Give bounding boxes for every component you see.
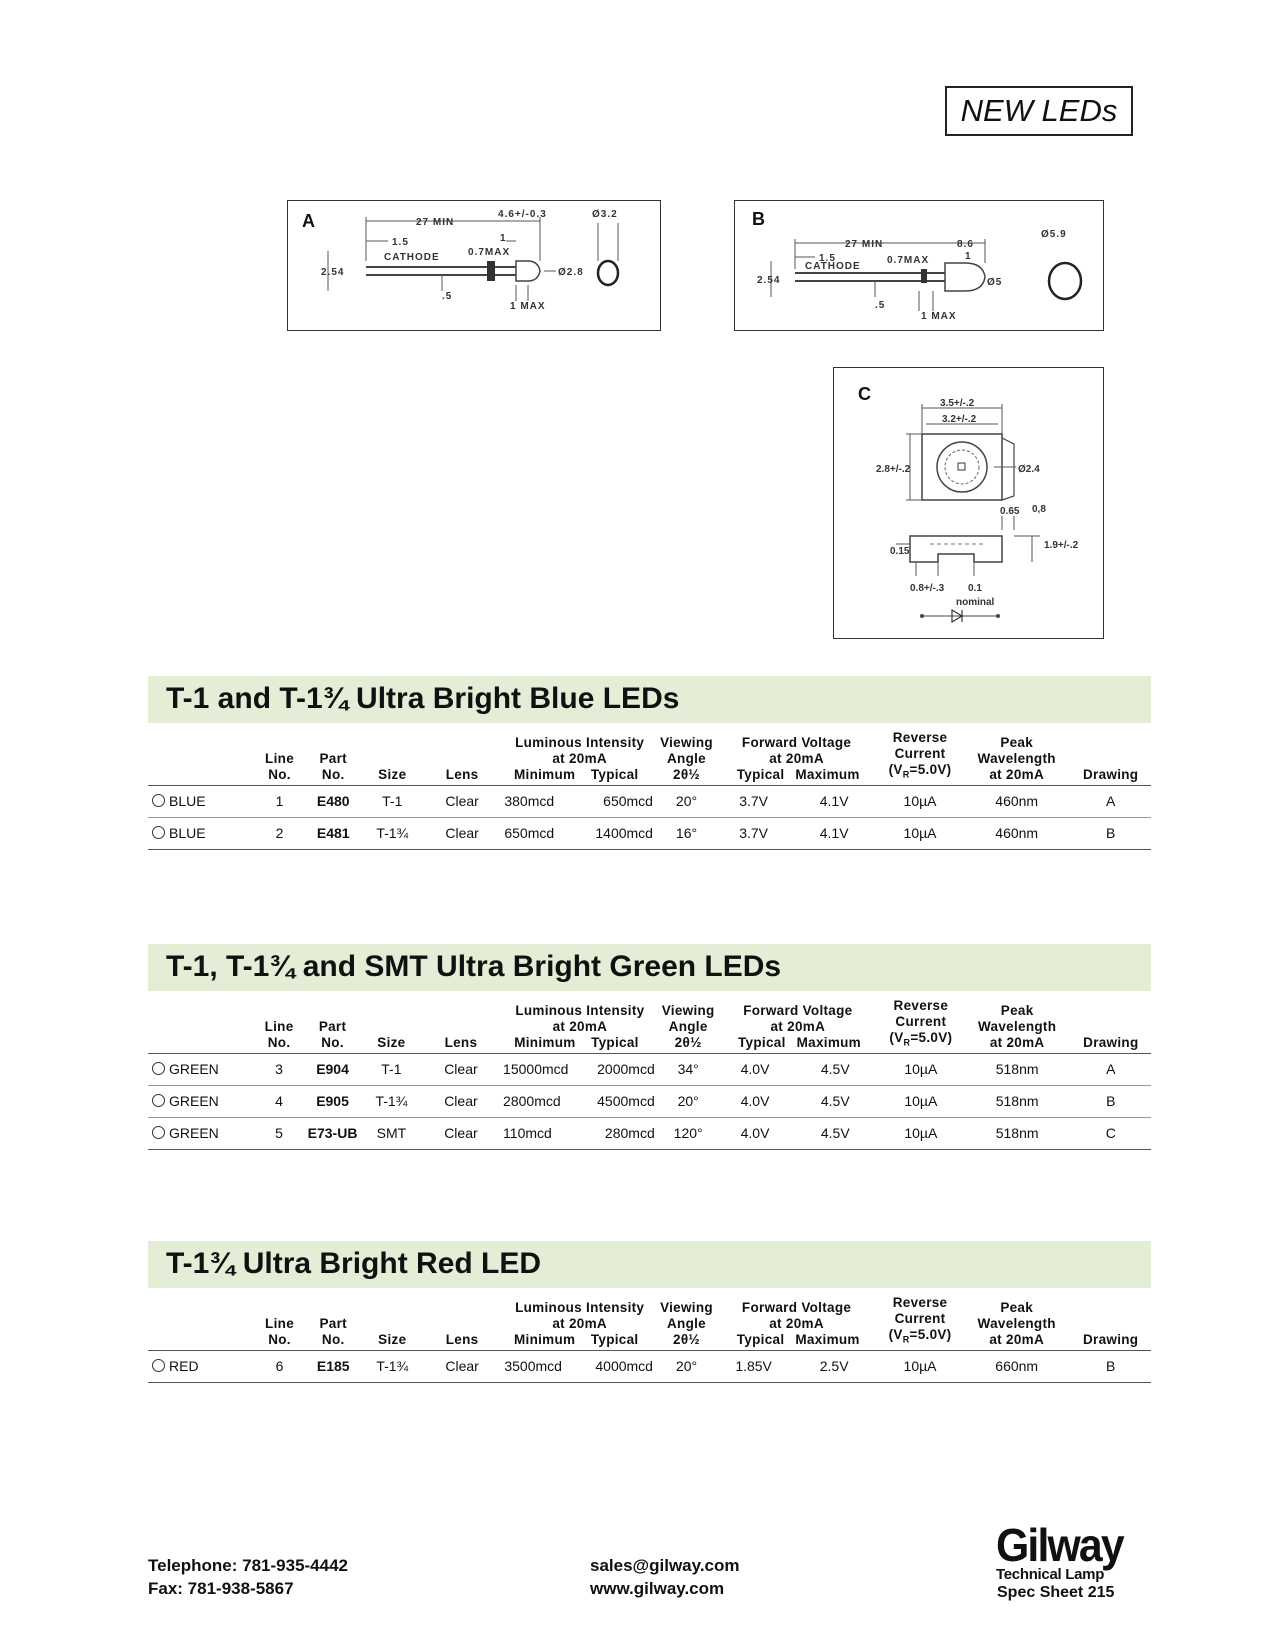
header-line: Viewing [660,734,713,750]
svg-text:.5: .5 [442,291,453,302]
svg-text:0.65: 0.65 [1000,506,1020,517]
svg-text:0.1: 0.1 [968,583,982,594]
cell-fv-typ: 3.7V [739,793,769,810]
cell-drawing: A [1106,1061,1116,1078]
col-drawing [1070,1291,1151,1350]
svg-text:1: 1 [500,233,507,244]
cell-lum-typ: 280mcd [604,1125,655,1142]
col-drawing [1071,994,1151,1053]
spec-sheet-number: Spec Sheet 215 [997,1584,1115,1601]
svg-text:Ø5: Ø5 [987,277,1003,288]
cell-angle: 20° [677,1093,699,1110]
drawing-c-letter: C [858,384,871,404]
header-cond-rest: =5.0V) [910,1030,953,1045]
section-green-band [148,944,1151,991]
header-line: Viewing [661,1002,715,1018]
cell-fv-typ: 3.7V [739,825,769,842]
cell-lum-typ: 1400mcd [595,825,653,842]
svg-text:4.6+/-0.3: 4.6+/-0.3 [498,209,547,220]
section-title: T-1, T-1¾ and SMT Ultra Bright Green LEDs [166,950,782,983]
cell-lum-min: 110mcd [503,1125,552,1142]
col-fv-typ [718,994,878,1053]
spec-table-green [148,994,1151,1150]
svg-text:Ø2.8: Ø2.8 [558,267,584,278]
table-row [148,1117,1151,1149]
header-line: Angle [666,750,706,766]
cell-size: T-1 [381,1061,402,1078]
circle-icon [152,1062,165,1075]
col-size [363,726,422,785]
col-part [303,994,362,1053]
col-line [255,1291,303,1350]
cell-rev: 10µA [904,1061,938,1078]
header-line: Part [318,1018,347,1034]
cell-fv-typ: 4.0V [740,1061,770,1078]
header-fv-max: Maximum [796,1034,861,1050]
svg-text:27 MIN: 27 MIN [416,217,455,228]
cell-peak: 518nm [995,1125,1039,1142]
svg-text:2.54: 2.54 [757,275,781,286]
cell-angle: 120° [673,1125,703,1142]
svg-text:8.6: 8.6 [957,239,974,250]
col-color [148,726,255,785]
col-drawing [1070,726,1151,785]
cell-size: SMT [376,1125,407,1142]
header-fv-max: Maximum [795,1331,860,1347]
spec-table-blue [148,726,1151,850]
col-peak [963,1291,1070,1350]
cell-peak: 660nm [995,1358,1039,1375]
svg-text:Ø5.9: Ø5.9 [1041,229,1067,240]
header-line: Reverse [892,730,948,745]
header-fv-typ: Typical [738,1034,786,1050]
table-row [148,1350,1151,1382]
header-line: Size [378,766,407,782]
header-line: No. [268,1331,291,1347]
header-line: No. [267,1034,291,1050]
cell-line: 5 [275,1125,283,1142]
drawing-b-letter: B [752,209,765,229]
cell-rev: 10µA [903,825,937,842]
cell-peak: 460nm [995,825,1039,842]
header-fv-typ: Typical [736,1331,785,1347]
cell-part: E73-UB [307,1125,358,1142]
cell-lum-typ: 2000mcd [597,1061,655,1078]
header-line: Luminous Intensity [515,1002,645,1018]
cell-peak: 460nm [995,793,1039,810]
cell-size: T-1¾ [376,1358,409,1375]
svg-text:0.7MAX: 0.7MAX [887,255,930,266]
gilway-logo [996,1519,1152,1583]
header-line: Wavelength [977,750,1056,766]
cell-rev: 10µA [904,1093,938,1110]
section-title: T-1¾ Ultra Bright Red LED [166,1247,542,1280]
header-line: No. [268,766,291,782]
drawing-c-svg [834,368,1105,640]
cell-part: E480 [316,793,350,810]
drawing-b-svg [735,201,1105,332]
svg-text:27 MIN: 27 MIN [845,239,884,250]
cell-lum-min: 380mcd [504,793,555,810]
cell-lens: Clear [445,1358,479,1375]
cell-line: 6 [275,1358,284,1375]
svg-text:1 MAX: 1 MAX [510,301,546,312]
header-cond-rest: =5.0V) [909,1327,952,1342]
col-lens [422,1291,503,1350]
new-leds-badge: NEW LEDs [945,86,1133,136]
svg-text:0,8: 0,8 [1032,504,1046,515]
header-line: at 20mA [552,1315,607,1331]
header-line: at 20mA [989,1331,1044,1347]
header-lum-typ: Typical [590,1331,639,1347]
header-line: Current [894,746,946,761]
header-line: Reverse [892,1295,948,1310]
header-line: Forward Voltage [741,1299,852,1315]
col-size [362,994,421,1053]
header-line: Peak [1000,1299,1034,1315]
header-line: Luminous Intensity [515,734,645,750]
header-line: Drawing [1083,1331,1139,1347]
cell-fv-max: 4.5V [820,1061,850,1078]
col-lens [422,726,503,785]
svg-text:3.2+/-.2: 3.2+/-.2 [942,414,977,425]
cell-peak: 518nm [995,1093,1039,1110]
header-line: 2θ½ [673,1331,700,1347]
header-line: Reverse [893,998,949,1013]
cell-fv-max: 4.5V [820,1093,850,1110]
color-cell [148,1085,255,1117]
header-line: Angle [666,1315,706,1331]
header-cond-sub: R [903,1037,911,1048]
col-angle [657,726,716,785]
svg-text:1: 1 [965,251,972,262]
circle-icon [152,1126,165,1139]
header-line: at 20mA [989,1034,1045,1050]
col-peak [964,994,1071,1053]
header-line: at 20mA [770,1018,826,1034]
header-line: Part [319,1315,347,1331]
cell-angle: 16° [675,825,698,842]
drawing-a [287,200,661,331]
svg-text:1 MAX: 1 MAX [921,311,957,322]
cell-fv-max: 2.5V [819,1358,849,1375]
header-cond-rest: =5.0V) [909,762,952,777]
color-label: BLUE [169,825,206,842]
cell-drawing: B [1106,1093,1116,1110]
header-line: at 20mA [552,1018,608,1034]
header-lum-typ: Typical [590,766,639,782]
header-line: Lens [444,1034,478,1050]
col-rev [877,1291,963,1350]
header-lum-typ: Typical [591,1034,639,1050]
header-line: Part [319,750,347,766]
section-red-band [148,1241,1151,1288]
header-line: Line [265,1315,294,1331]
cell-lum-min: 2800mcd [503,1093,561,1110]
cell-part: E481 [316,825,350,842]
col-size [363,1291,422,1350]
cell-lum-min: 3500mcd [504,1358,562,1375]
header-line: 2θ½ [674,1034,702,1050]
color-cell [148,785,255,817]
col-color [148,994,255,1053]
cell-drawing: A [1106,793,1116,810]
header-line: at 20mA [769,1315,824,1331]
col-part [304,726,363,785]
col-lum-min [502,1291,657,1350]
cell-lens: Clear [444,1093,478,1110]
cell-drawing: C [1105,1125,1116,1142]
header-line: Forward Voltage [741,734,852,750]
cell-lens: Clear [445,825,479,842]
svg-text:CATHODE: CATHODE [805,261,861,272]
header-fv-typ: Typical [736,766,785,782]
cell-angle: 34° [677,1061,699,1078]
cell-fv-typ: 1.85V [735,1358,772,1375]
header-line: Drawing [1083,1034,1139,1050]
svg-text:Ø3.2: Ø3.2 [592,209,618,220]
color-cell [148,817,255,849]
header-line: at 20mA [552,750,607,766]
header-cond-sub: R [902,1334,910,1345]
drawing-a-svg [288,201,662,332]
cell-lum-min: 650mcd [504,825,555,842]
cell-size: T-1¾ [375,1093,408,1110]
cell-fv-max: 4.1V [819,825,849,842]
col-angle [657,1291,716,1350]
table-row [148,1053,1151,1085]
svg-text:nominal: nominal [956,597,995,608]
header-line: Viewing [660,1299,713,1315]
drawing-c [833,367,1104,639]
table-row [148,817,1151,849]
cell-lum-min: 15000mcd [503,1061,569,1078]
header-line: No. [321,1331,345,1347]
cell-fv-max: 4.5V [820,1125,850,1142]
col-peak [963,726,1070,785]
header-row [148,994,1151,1053]
header-line: Luminous Intensity [515,1299,645,1315]
header-line: Line [264,1018,294,1034]
cell-part: E904 [316,1061,349,1078]
col-line [255,726,303,785]
header-row [148,726,1151,785]
header-cond-sub: R [902,769,910,780]
section-title: T-1 and T-1¾ Ultra Bright Blue LEDs [166,682,680,715]
cell-lum-typ: 4500mcd [597,1093,655,1110]
color-label: GREEN [169,1093,219,1110]
cell-part: E905 [316,1093,349,1110]
table-row [148,1085,1151,1117]
circle-icon [152,1359,165,1372]
cell-line: 3 [275,1061,283,1078]
cell-lens: Clear [444,1125,478,1142]
color-label: GREEN [169,1125,219,1142]
table-row [148,785,1151,817]
footer-telephone: Telephone: 781-935-4442 [148,1556,348,1575]
header-line: No. [321,1034,344,1050]
header-line: Drawing [1083,766,1139,782]
header-line: Wavelength [977,1315,1056,1331]
col-lens [421,994,501,1053]
cell-lens: Clear [445,793,479,810]
circle-icon [152,826,165,839]
header-lum-min: Minimum [513,1331,576,1347]
header-cond: (V [888,1327,903,1342]
circle-icon [152,794,165,807]
col-angle [659,994,718,1053]
header-line: Forward Voltage [743,1002,853,1018]
drawing-a-letter: A [302,211,315,231]
cell-drawing: B [1106,825,1116,842]
cell-lens: Clear [444,1061,478,1078]
header-lum-min: Minimum [513,766,576,782]
col-lum-min [501,994,659,1053]
header-lum-min: Minimum [514,1034,576,1050]
footer-web [590,1554,740,1600]
col-part [304,1291,363,1350]
header-row [148,1291,1151,1350]
color-cell [148,1117,255,1149]
cell-fv-typ: 4.0V [740,1125,770,1142]
svg-text:1.5: 1.5 [819,253,836,264]
header-line: at 20mA [769,750,824,766]
logo-main-text: Gilway [996,1519,1123,1571]
header-line: Peak [1000,1002,1034,1018]
svg-text:Ø2.4: Ø2.4 [1018,464,1040,475]
cell-lum-typ: 650mcd [603,793,653,810]
svg-text:2.8+/-.2: 2.8+/-.2 [876,464,911,475]
header-line: 2θ½ [673,766,700,782]
section-blue-band [148,676,1151,723]
logo-sub-text: Technical Lamp [996,1566,1105,1583]
color-label: GREEN [169,1061,219,1078]
svg-text:.5: .5 [875,300,886,311]
cell-angle: 20° [675,793,698,810]
col-rev [877,726,963,785]
cell-lum-typ: 4000mcd [595,1358,653,1375]
svg-text:3.5+/-.2: 3.5+/-.2 [940,398,975,409]
svg-text:0.15: 0.15 [890,546,910,557]
header-line: Current [895,1014,947,1029]
col-color [148,1291,255,1350]
cell-size: T-1 [382,793,403,810]
col-fv-typ [716,726,877,785]
cell-angle: 20° [675,1358,698,1375]
cell-line: 2 [275,825,284,842]
cell-rev: 10µA [903,793,937,810]
cell-part: E185 [316,1358,350,1375]
cell-fv-max: 4.1V [819,793,849,810]
col-fv-typ [716,1291,877,1350]
cell-peak: 518nm [995,1061,1039,1078]
cell-line: 1 [275,793,284,810]
header-fv-max: Maximum [795,766,860,782]
cell-drawing: B [1106,1358,1116,1375]
header-line: Angle [668,1018,708,1034]
color-cell [148,1350,255,1382]
color-label: RED [169,1358,199,1375]
header-line: at 20mA [989,766,1044,782]
footer-website[interactable]: www.gilway.com [590,1579,725,1598]
header-line: Size [377,1034,406,1050]
drawing-b [734,200,1104,331]
cell-rev: 10µA [903,1358,937,1375]
header-line: Wavelength [978,1018,1057,1034]
cell-line: 4 [275,1093,283,1110]
col-rev [878,994,964,1053]
col-line [255,994,303,1053]
cell-rev: 10µA [904,1125,938,1142]
header-line: No. [321,766,345,782]
svg-text:CATHODE: CATHODE [384,252,440,263]
svg-text:0.7MAX: 0.7MAX [468,247,511,258]
header-cond: (V [888,762,903,777]
cell-fv-typ: 4.0V [740,1093,770,1110]
header-line: Current [894,1311,946,1326]
cell-size: T-1¾ [376,825,409,842]
header-line: Size [378,1331,407,1347]
footer-email[interactable]: sales@gilway.com [590,1556,740,1575]
svg-text:0.8+/-.3: 0.8+/-.3 [910,583,945,594]
col-lum-min [502,726,657,785]
header-line: Line [265,750,294,766]
color-cell [148,1053,255,1085]
color-label: BLUE [169,793,206,810]
header-line: Peak [1000,734,1034,750]
header-line: Lens [445,766,479,782]
svg-text:1.5: 1.5 [392,237,409,248]
spec-table-red [148,1291,1151,1383]
header-line: Lens [445,1331,479,1347]
footer-contact [148,1554,348,1600]
svg-text:1.9+/-.2: 1.9+/-.2 [1044,540,1079,551]
footer-fax: Fax: 781-938-5867 [148,1579,294,1598]
svg-text:2.54: 2.54 [321,267,345,278]
header-cond: (V [889,1030,904,1045]
circle-icon [152,1094,165,1107]
